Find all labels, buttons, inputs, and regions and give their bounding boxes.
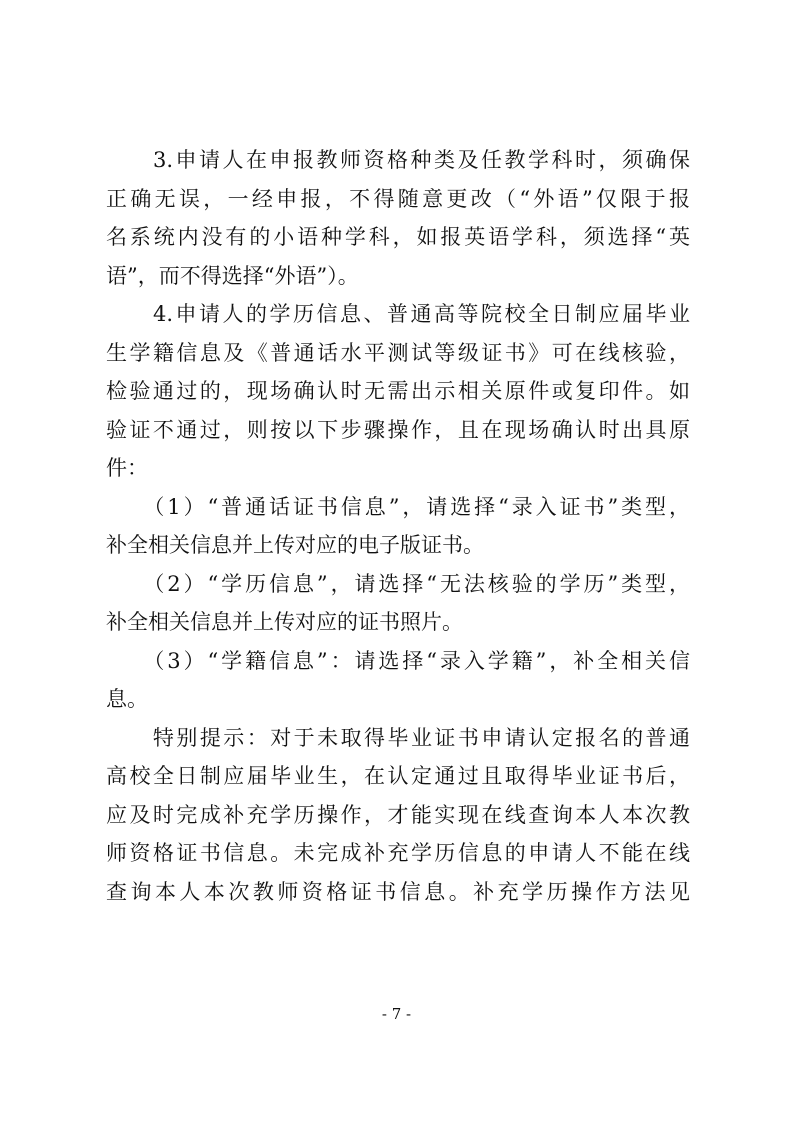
text-line: 特别提示：对于未取得毕业证书申请认定报名的普通 <box>106 725 690 750</box>
text-line: 补全相关信息并上传对应的证书照片。 <box>106 610 463 634</box>
text-line: （1）“普通话证书信息”，请选择“录入证书”类型， <box>106 494 690 519</box>
text-line: 名系统内没有的小语种学科，如报英语学科，须选择“英 <box>106 225 690 249</box>
page-number: - 7 - <box>381 1005 412 1023</box>
text-line: 语”，而不得选择“外语”）。 <box>106 263 359 288</box>
text-line: 息。 <box>106 687 148 711</box>
text-line: （2）“学历信息”，请选择“无法核验的学历”类型， <box>106 571 690 596</box>
text-line: 补全相关信息并上传对应的电子版证书。 <box>106 533 484 557</box>
text-line: 验证不通过，则按以下步骤操作，且在现场确认时出具原 <box>106 417 690 442</box>
text-line: 4.申请人的学历信息、普通高等院校全日制应届毕业 <box>106 302 690 326</box>
text-line: 应及时完成补充学历操作，才能实现在线查询本人本次教 <box>106 802 690 827</box>
text-line: 正确无误，一经申报，不得随意更改（“外语”仅限于报 <box>106 186 690 211</box>
text-line: 查询本人本次教师资格证书信息。补充学历操作方法见 <box>106 879 690 904</box>
text-line: 件： <box>106 456 148 480</box>
text-line: 3.申请人在申报教师资格种类及任教学科时，须确保 <box>106 148 690 172</box>
text-line: 师资格证书信息。未完成补充学历信息的申请人不能在线 <box>106 841 690 865</box>
text-line: （3）“学籍信息”：请选择“录入学籍”，补全相关信 <box>106 648 690 673</box>
text-line: 检验通过的，现场确认时无需出示相关原件或复印件。如 <box>106 379 690 403</box>
text-line: 生学籍信息及《普通话水平测试等级证书》可在线核验， <box>106 340 690 365</box>
text-line: 高校全日制应届毕业生，在认定通过且取得毕业证书后， <box>106 764 690 788</box>
body-text <box>106 141 690 911</box>
